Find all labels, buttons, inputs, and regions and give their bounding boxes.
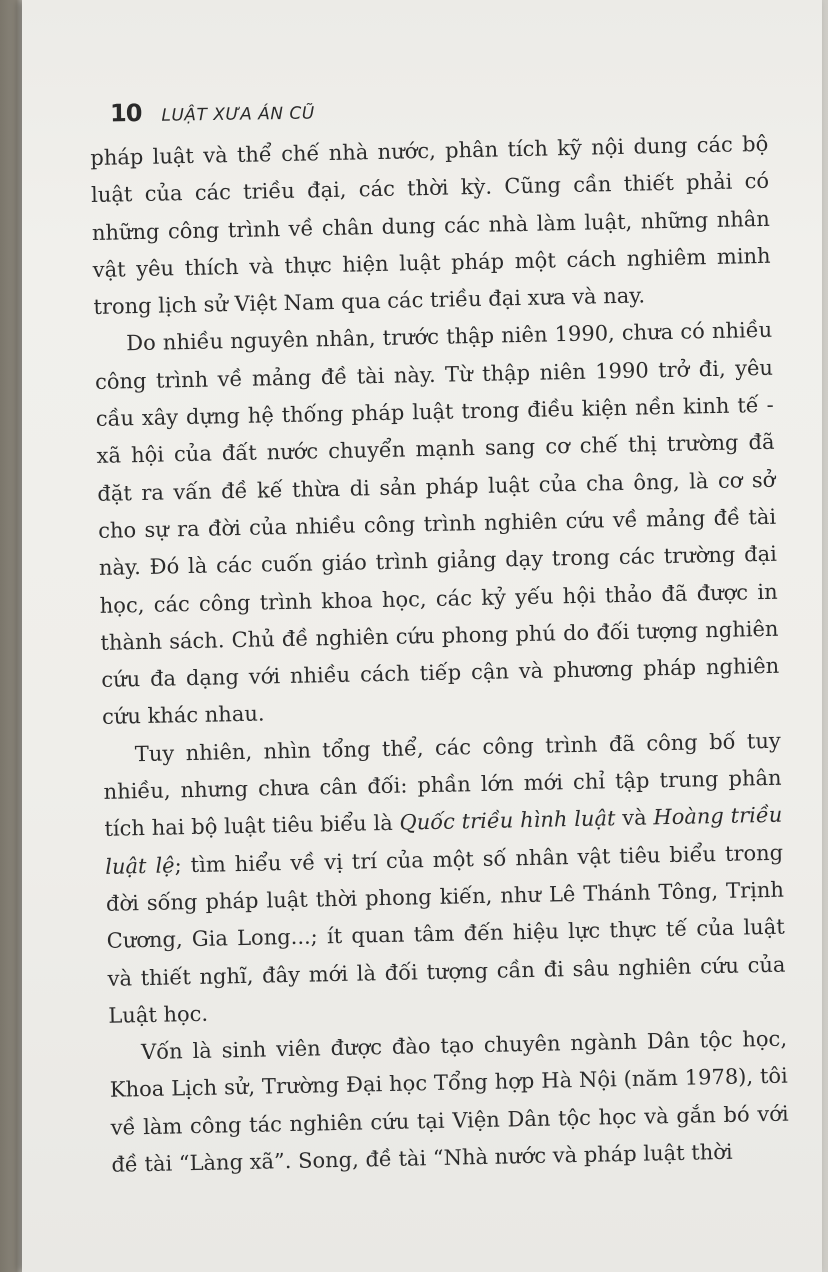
book-title-quoc-trieu-hinh-luat: Quốc triều hình luật [399, 806, 616, 836]
paragraph-4: Vốn là sinh viên được đào tạo chuyên ngành Dân tộc học, Khoa Lịch sử, Trường Đại học Tổng hợp Hà Nội (năm 1978), tôi về làm công tác nghiên cứu tại Viện Dân tộc học và gắn bó với đề tài “Làng xã”. Song, đề tài “Nhà nước và pháp luật thời [109, 1026, 789, 1177]
paragraph-3-part-2: và [615, 805, 654, 831]
body-text [90, 126, 790, 1184]
book-title-hoang-trieu-luat-le: Hoàng triều luật lệ [104, 802, 783, 879]
paragraph-3 [102, 722, 786, 1035]
paragraph-3-part-3: ; tìm hiểu về vị trí của một số nhân vật tiêu biểu trong đời sống pháp luật thời phong kiến, như Lê Thánh Tông, Trịnh Cương, Gia Long...; ít quan tâm đến hiệu lực thực tế của luật và thiết nghĩ, đây mới là đối tượng cần đi sâu nghiên cứu của Luật học. [105, 840, 786, 1028]
paragraph-2: Do nhiều nguyên nhân, trước thập niên 1990, chưa có nhiều công trình về mảng đề tài này. Từ thập niên 1990 trở đi, yêu cầu xây dựng hệ thống pháp luật trong điều kiện nền kinh tế - xã hội của đất nước chuyển mạnh sang cơ chế thị trường đã đặt ra vấn đề kế thừa di sản pháp luật của cha ông, là cơ sở cho sự ra đời của nhiều công trình nghiên cứu về mảng đề tài này. Đó là các cuốn giáo trình giảng dạy trong các trường đại học, các công trình khoa học, các kỷ yếu hội thảo đã được in thành sách. Chủ đề nghiên cứu phong phú do đối tượng nghiên cứu đa dạng với nhiều cách tiếp cận và phương pháp nghiên cứu khác nhau. [94, 318, 780, 730]
page-header [110, 97, 315, 128]
paragraph-1: pháp luật và thể chế nhà nước, phân tích kỹ nội dung các bộ luật của các triều đại, các thời kỳ. Cũng cần thiết phải có những công trình về chân dung các nhà làm luật, những nhân vật yêu thích và thực hiện luật pháp một cách nghiêm minh trong lịch sử Việt Nam qua các triều đại xưa và nay. [90, 131, 771, 320]
page-number: 10 [109, 98, 142, 128]
paragraph-3-part-1: Tuy nhiên, nhìn tổng thể, các công trình đã công bố tuy nhiều, nhưng chưa cân đối: phần lớn mới chỉ tập trung phân tích hai bộ luật tiêu biểu là [103, 728, 782, 842]
running-title: LUẬT XƯA ÁN CŨ [161, 103, 315, 126]
